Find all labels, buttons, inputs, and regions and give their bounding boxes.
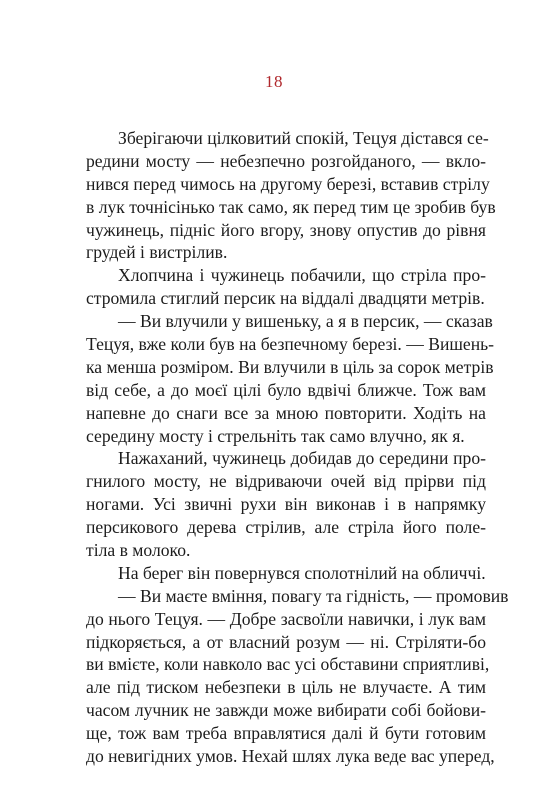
text-line: ви вмієте, коли навколо вас усі обставини сприятливі, — [86, 654, 490, 675]
text-line: часом лучник не завжди може вибирати собі бойови- — [86, 700, 486, 721]
text-line: Хлопчина і чужинець побачили, що стріла про- — [118, 265, 486, 286]
text-line: тіла в молоко. — [86, 540, 191, 561]
text-line: ка менша розміром. Ви влучили в ціль за сорок метрів — [86, 356, 494, 377]
text-line: до нього Тецуя. — Добре засвоїли навички, і лук вам — [86, 608, 486, 629]
text-line: але під тиском небезпеки в ціль не влучаєте. А тим — [86, 677, 486, 698]
text-line: ногами. Усі звичні рухи він виконав і в напрямку — [86, 494, 486, 515]
text-line: напевне до снаги все за мною повторити. Ходіть на — [86, 402, 486, 423]
text-line: нився перед чимось на другому березі, вставив стрілу — [86, 173, 490, 194]
text-line: — Ви маєте вміння, повагу та гідність, — промовив — [118, 585, 509, 606]
paragraph — [86, 264, 486, 310]
text-line: Нажаханий, чужинець добидав до середини про- — [118, 448, 486, 469]
text-line: від себе, а до моєї цілі було вдвічі ближче. Тож вам — [86, 379, 486, 400]
text-line: гнилого мосту, не відриваючи очей від прірви під — [86, 471, 486, 492]
text-line: Тецуя, вже коли був на безпечному березі. — Вишень- — [86, 334, 495, 355]
text-line: ще, тож вам треба вправлятися далі й бути готовим — [86, 723, 486, 744]
page-body-text — [86, 127, 509, 768]
text-line: підкоряється, а от власний розум — ні. Стріляти-бо — [86, 631, 486, 652]
text-line: середину мосту і стрельніть так само влучно, як я. — [86, 425, 465, 446]
text-line: грудей і вистрілив. — [86, 242, 228, 263]
paragraph — [86, 310, 495, 447]
paragraph — [86, 127, 496, 264]
text-line: до невигідних умов. Нехай шлях лука веде вас уперед, — [86, 746, 495, 767]
text-line: в лук точнісінько так само, як перед тим це зробив був — [86, 196, 496, 217]
paragraph — [86, 585, 509, 768]
paragraph — [86, 562, 486, 585]
text-line: чужинець, підніс його вгору, знову опустив до рівня — [86, 219, 486, 240]
text-line: стромила стиглий персик на віддалі двадцяти метрів. — [86, 288, 485, 309]
paragraph — [86, 447, 486, 561]
text-line: редини мосту — небезпечно розгойданого, — вкло- — [86, 150, 486, 171]
text-line: персикового дерева стрілив, але стріла його поле- — [86, 517, 486, 538]
page-number: 18 — [265, 72, 283, 91]
text-line: — Ви влучили у вишеньку, а я в персик, — сказав — [118, 311, 493, 332]
text-line: Зберігаючи цілковитий спокій, Тецуя дістався се- — [118, 128, 489, 148]
text-line: На берег він повернувся сполотнілий на обличчі. — [118, 562, 486, 583]
